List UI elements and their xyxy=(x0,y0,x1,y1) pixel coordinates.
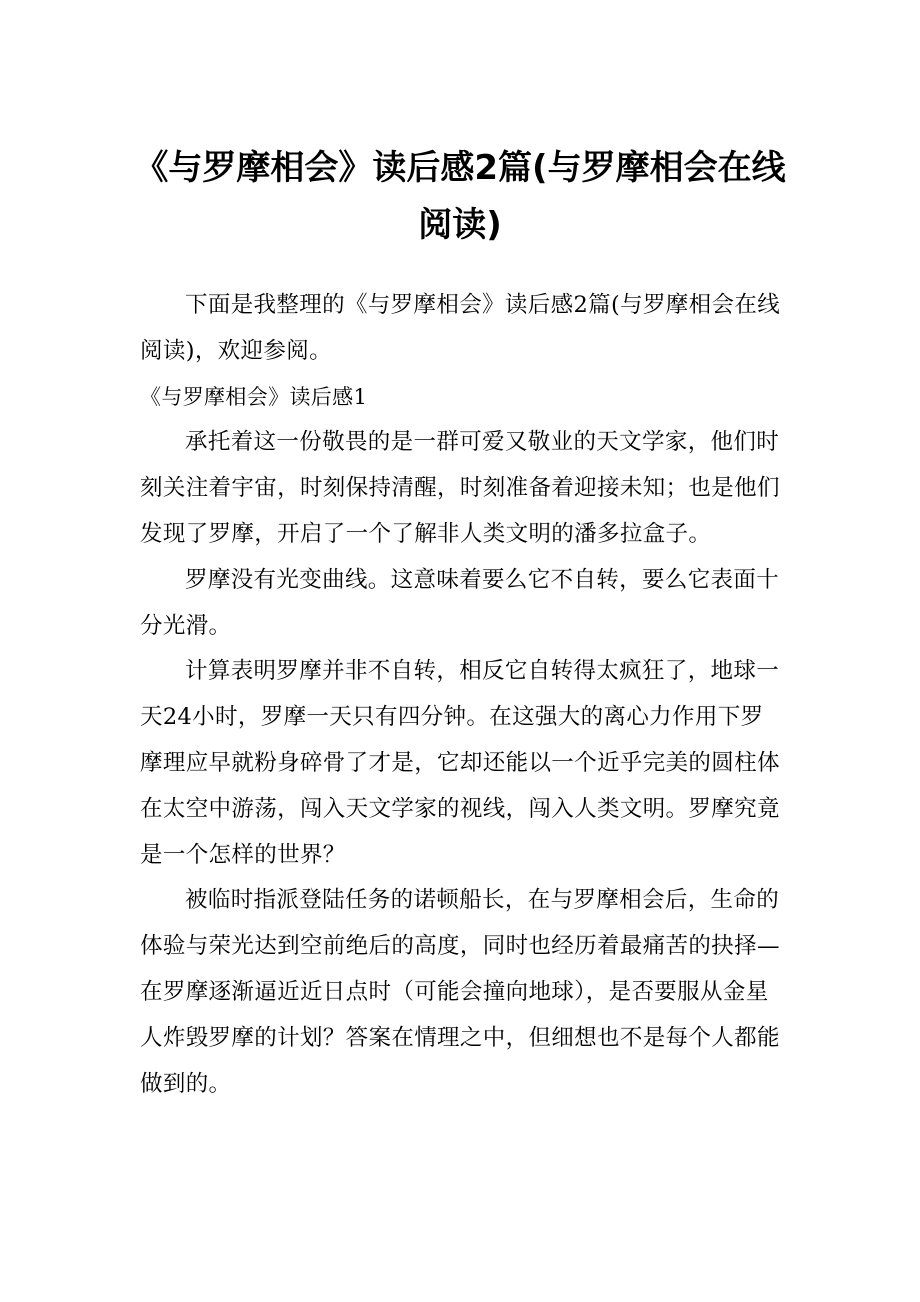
body-paragraph: 罗摩没有光变曲线。这意味着要么它不自转，要么它表面十分光滑。 xyxy=(140,566,780,639)
document-title: 《与罗摩相会》读后感2篇(与罗摩相会在线阅读) xyxy=(134,148,786,245)
body-paragraph: 计算表明罗摩并非不自转，相反它自转得太疯狂了，地球一天24小时，罗摩一天只有四分钟。在这强大的离心力作用下罗摩理应早就粉身碎骨了才是，它却还能以一个近乎完美的圆柱体在太空中游荡，闯入天文学家的视线，闯入人类文明。罗摩究竟是一个怎样的世界？ xyxy=(140,658,780,868)
section-heading: 《与罗摩相会》读后感1 xyxy=(140,384,368,409)
body-paragraph: 被临时指派登陆任务的诺顿船长，在与罗摩相会后，生命的体验与荣光达到空前绝后的高度，同时也经历着最痛苦的抉择—在罗摩逐渐逼近近日点时（可能会撞向地球），是否要服从金星人炸毁罗摩的计划？答案在情理之中，但细想也不是每个人都能做到的。 xyxy=(140,887,780,1097)
document-body xyxy=(140,283,784,1107)
body-paragraph: 承托着这一份敬畏的是一群可爱又敬业的天文学家，他们时刻关注着宇宙，时刻保持清醒，时刻准备着迎接未知；也是他们发现了罗摩，开启了一个了解非人类文明的潘多拉盒子。 xyxy=(140,429,780,547)
intro-paragraph: 下面是我整理的《与罗摩相会》读后感2篇(与罗摩相会在线阅读)，欢迎参阅。 xyxy=(140,292,781,364)
